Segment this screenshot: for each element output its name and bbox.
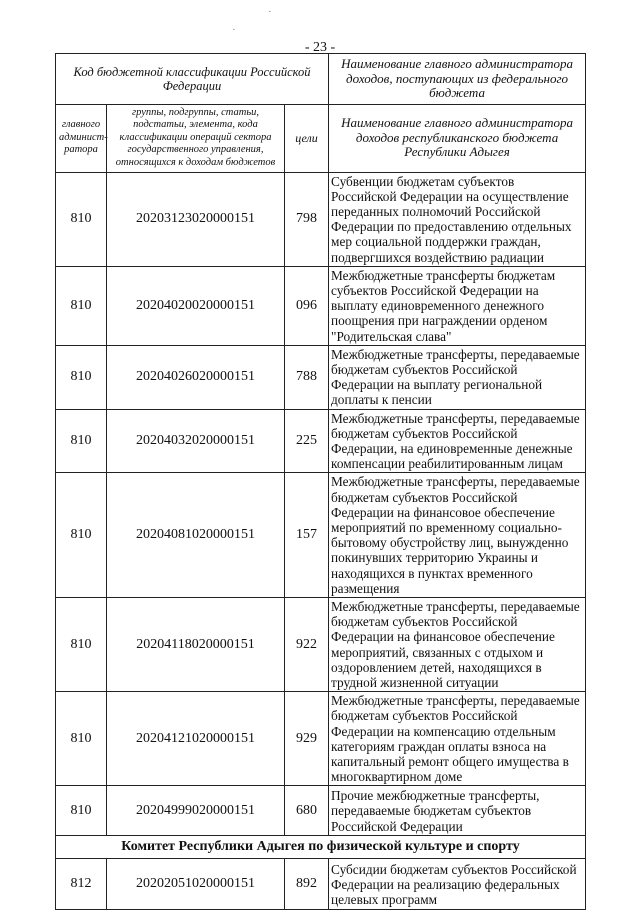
budget-classification-table bbox=[55, 53, 586, 910]
description-cell: Субвенции бюджетам субъектов Российской Федерации на осуществление переданных полномочий Российской Федерации по предоставлению отдельных мер социальной поддержки граждан, подвергшихся воздействию радиации bbox=[329, 172, 586, 266]
admin-code-cell: 810 bbox=[56, 172, 107, 266]
budget-code-cell: 20204121020000151 bbox=[107, 692, 285, 786]
budget-code-header: Код бюджетной классификации Российской Федерации bbox=[56, 54, 329, 105]
purpose-code-cell: 788 bbox=[285, 345, 329, 409]
budget-code-cell: 20204118020000151 bbox=[107, 597, 285, 691]
purpose-code-cell: 892 bbox=[285, 859, 329, 910]
budget-code-cell: 20204020020000151 bbox=[107, 266, 285, 345]
section-header-row bbox=[56, 836, 586, 859]
federal-admin-header: Наименование главного администратора доходов, поступающих из федерального бюджета bbox=[329, 54, 586, 105]
description-cell: Межбюджетные трансферты, передаваемые бюджетам субъектов Российской Федерации на выплату региональной доплаты к пенсии bbox=[329, 345, 586, 409]
admin-code-cell: 810 bbox=[56, 786, 107, 836]
description-cell: Межбюджетные трансферты, передаваемые бюджетам субъектов Российской Федерации, на единовременные денежные компенсации реабилитированным лицам bbox=[329, 409, 586, 473]
table-row bbox=[56, 473, 586, 598]
section-title: Комитет Республики Адыгея по физической культуре и спорту bbox=[56, 836, 586, 859]
admin-code-cell: 810 bbox=[56, 266, 107, 345]
page-number: - 23 - bbox=[304, 40, 336, 55]
header-row-columns bbox=[56, 104, 586, 172]
table-row bbox=[56, 266, 586, 345]
budget-code-cell: 20204026020000151 bbox=[107, 345, 285, 409]
description-cell: Межбюджетные трансферты, передаваемые бюджетам субъектов Российской Федерации на финансовое обеспечение мероприятий, связанных с отдыхом и оздоровлением детей, находящихся в трудной жизненной ситуации bbox=[329, 597, 586, 691]
description-cell: Межбюджетные трансферты, передаваемые бюджетам субъектов Российской Федерации на компенсацию отдельным категориям граждан оплаты взноса на капитальный ремонт общего имущества в многоквартирном доме bbox=[329, 692, 586, 786]
budget-code-cell: 20202051020000151 bbox=[107, 859, 285, 910]
admin-code-cell: 810 bbox=[56, 597, 107, 691]
republic-admin-column-header: Наименование главного администратора доходов республиканского бюджета Республики Адыгея bbox=[329, 104, 586, 172]
header-row-top bbox=[56, 54, 586, 105]
table-row bbox=[56, 859, 586, 910]
description-cell: Прочие межбюджетные трансферты, передаваемые бюджетам субъектов Российской Федерации bbox=[329, 786, 586, 836]
purpose-code-cell: 929 bbox=[285, 692, 329, 786]
purpose-code-cell: 680 bbox=[285, 786, 329, 836]
purpose-code-cell: 096 bbox=[285, 266, 329, 345]
description-cell: Субсидии бюджетам субъектов Российской Федерации на реализацию федеральных целевых программ bbox=[329, 859, 586, 910]
budget-code-cell: 20204032020000151 bbox=[107, 409, 285, 473]
description-cell: Межбюджетные трансферты бюджетам субъектов Российской Федерации на выплату единовременного денежного поощрения при награждении орденом "Родительская слава" bbox=[329, 266, 586, 345]
scan-mark: · bbox=[268, 6, 272, 18]
table-row bbox=[56, 409, 586, 473]
budget-code-cell: 20203123020000151 bbox=[107, 172, 285, 266]
table-row bbox=[56, 345, 586, 409]
table-row bbox=[56, 172, 586, 266]
purpose-code-cell: 922 bbox=[285, 597, 329, 691]
admin-code-cell: 810 bbox=[56, 345, 107, 409]
purpose-code-cell: 157 bbox=[285, 473, 329, 598]
table-row bbox=[56, 786, 586, 836]
table-row bbox=[56, 692, 586, 786]
budget-code-cell: 20204999020000151 bbox=[107, 786, 285, 836]
admin-code-cell: 810 bbox=[56, 692, 107, 786]
budget-code-cell: 20204081020000151 bbox=[107, 473, 285, 598]
purpose-code-cell: 225 bbox=[285, 409, 329, 473]
admin-column-header: главного админист-ратора bbox=[56, 104, 107, 172]
admin-code-cell: 812 bbox=[56, 859, 107, 910]
purpose-column-header: цели bbox=[285, 104, 329, 172]
groups-column-header: группы, подгруппы, статьи, подстатьи, элемента, кода классификации операций сектора государственного управления, относящихся к доходам бюджетов bbox=[107, 104, 285, 172]
table-row bbox=[56, 597, 586, 691]
description-cell: Межбюджетные трансферты, передаваемые бюджетам субъектов Российской Федерации на финансовое обеспечение мероприятий по временному социально-бытовому обустройству лиц, вынужденно покинувших территорию Украины и находящихся в пунктах временного размещения bbox=[329, 473, 586, 598]
scan-mark: · bbox=[232, 24, 236, 36]
purpose-code-cell: 798 bbox=[285, 172, 329, 266]
admin-code-cell: 810 bbox=[56, 409, 107, 473]
admin-code-cell: 810 bbox=[56, 473, 107, 598]
